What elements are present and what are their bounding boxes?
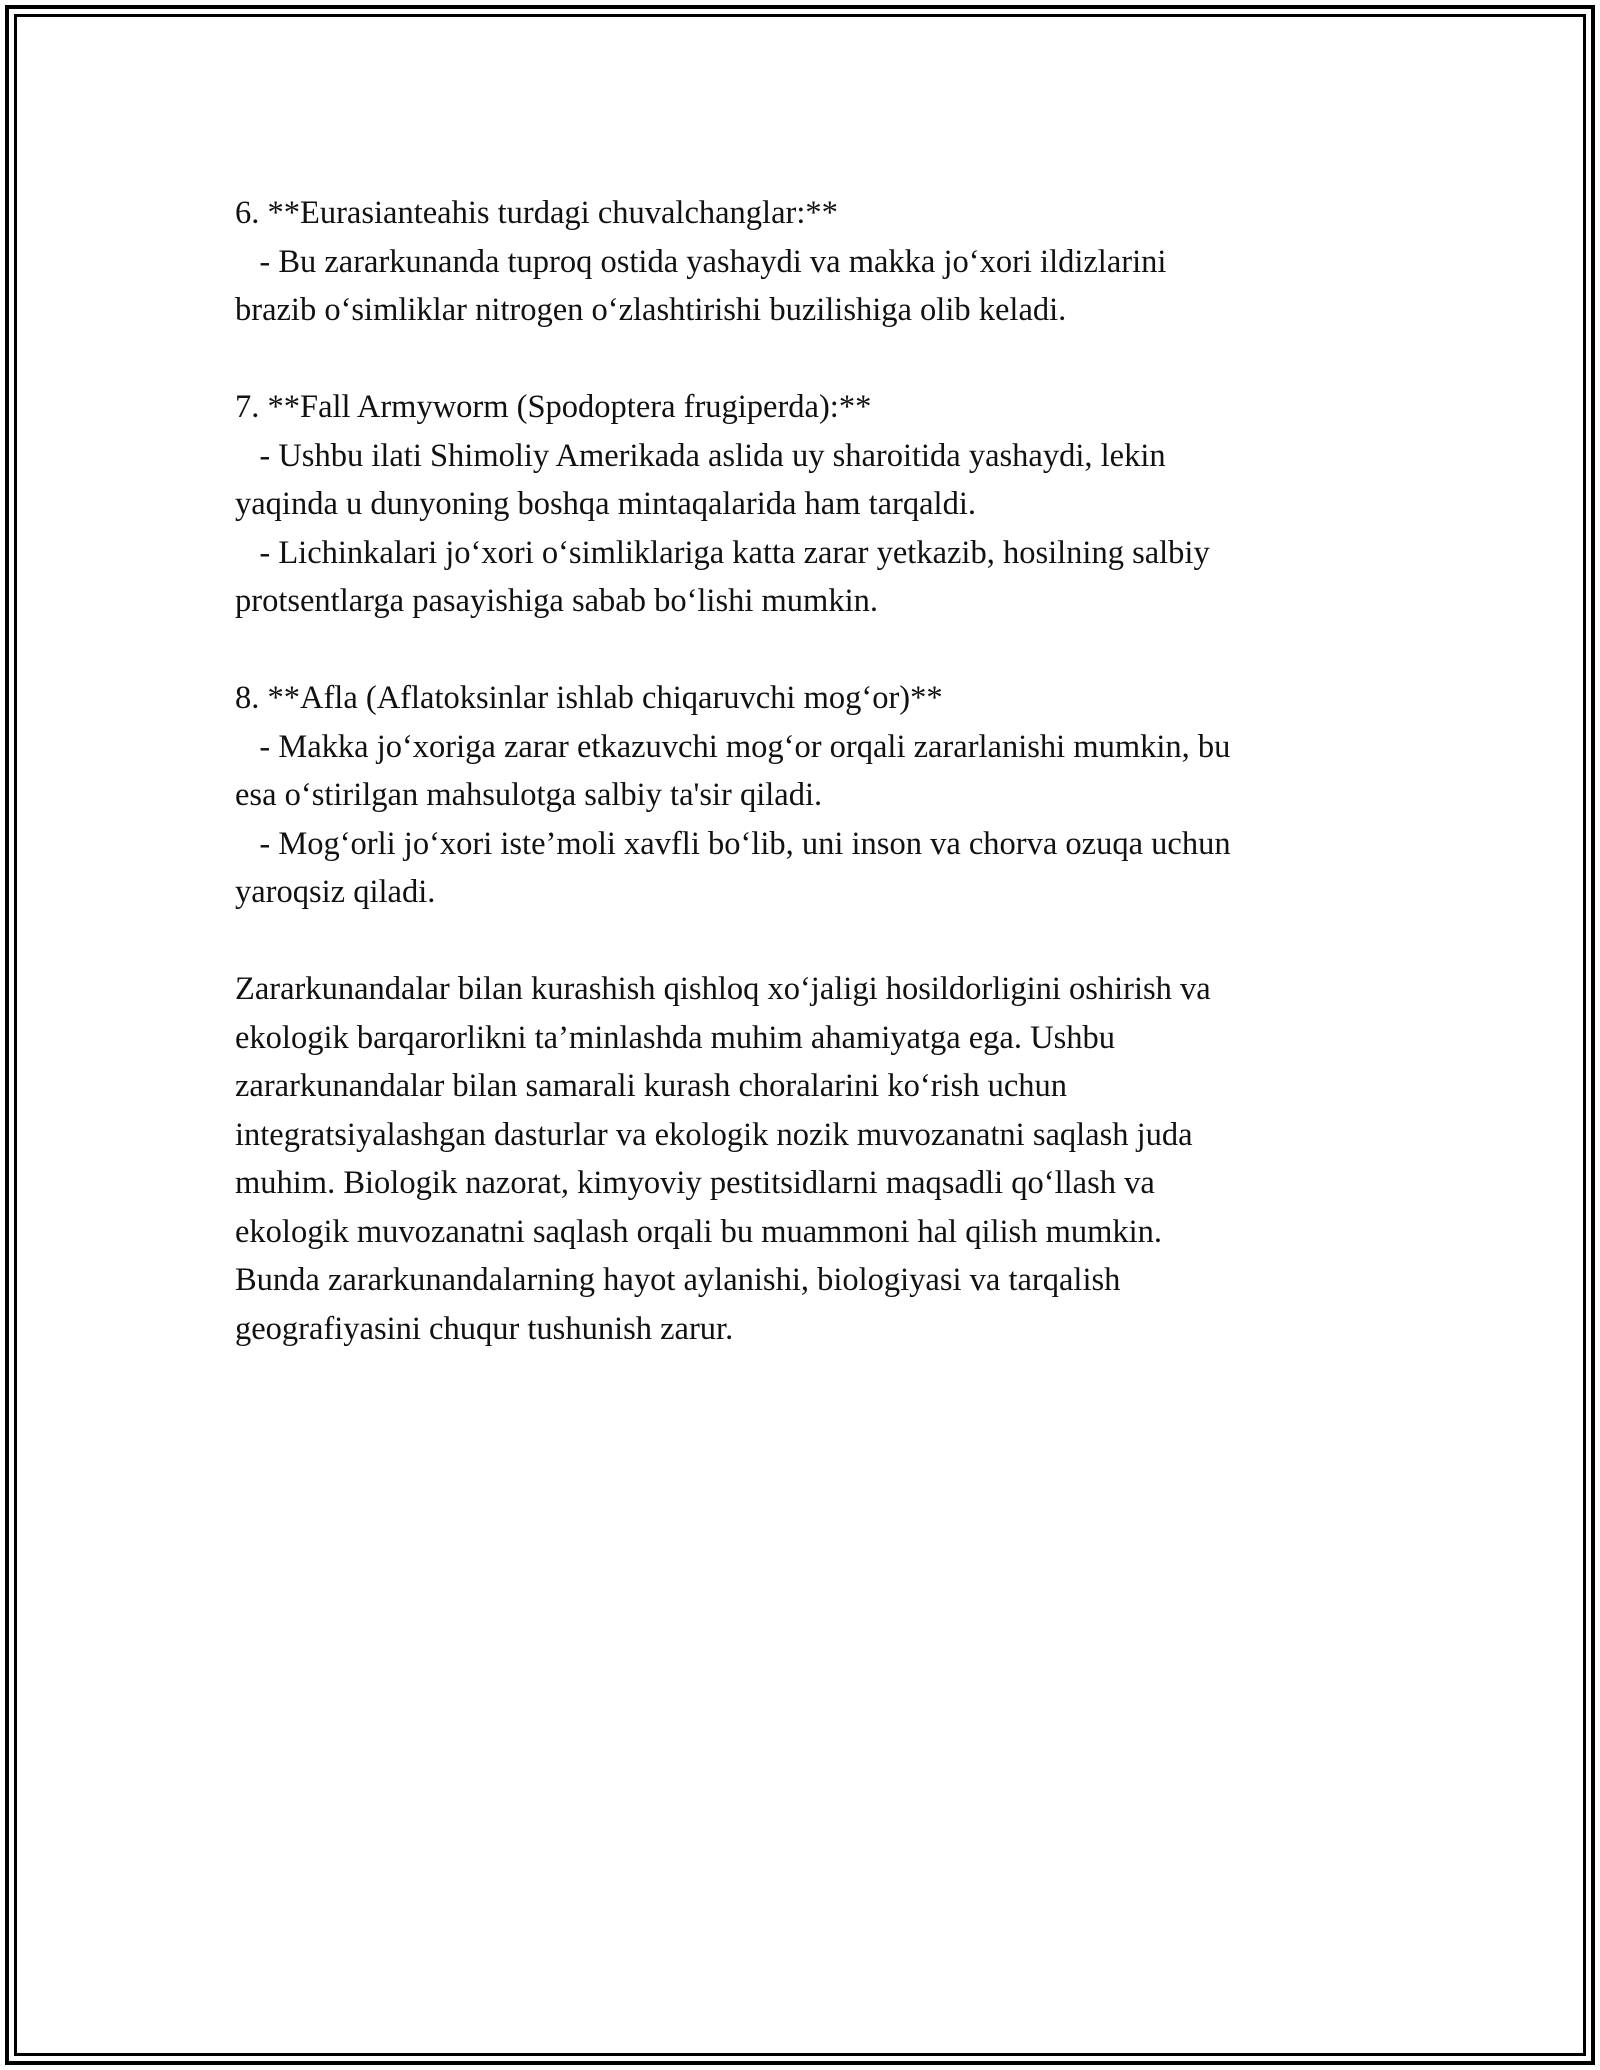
conclusion-line: Bunda zararkunandalarning hayot aylanishi, biologiyasi va tarqalish (235, 1262, 1121, 1298)
conclusion-line: ekologik muvozanatni saqlash orqali bu muammoni hal qilish mumkin. (235, 1213, 1163, 1250)
conclusion-line: muhim. Biologik nazorat, kimyoviy pestitsidlarni maqsadli qo‘llash va (235, 1165, 1155, 1201)
bullet-line: protsentlarga pasayishiga sabab bo‘lishi mumkin. (235, 583, 878, 619)
section-heading: 7. **Fall Armyworm (Spodoptera frugiperda):** (235, 389, 872, 425)
conclusion-line: Zararkunandalar bilan kurashish qishloq xo‘jaligi hosildorligini oshirish va (235, 971, 1211, 1007)
paragraph-gap (235, 917, 1370, 966)
bullet-line: - Lichinkalari jo‘xori o‘simliklariga katta zarar yetkazib, hosilning salbiy (235, 534, 1210, 571)
section-heading: 8. **Afla (Aflatoksinlar ishlab chiqaruvchi mog‘or)** (235, 680, 943, 716)
conclusion-line: integratsiyalashgan dasturlar va ekologik nozik muvozanatni saqlash juda (235, 1116, 1193, 1153)
bullet-line: - Bu zararkunanda tuproq ostida yashaydi va makka jo‘xori ildizlarini (235, 243, 1167, 280)
section-heading: 6. **Eurasianteahis turdagi chuvalchanglar:** (235, 195, 838, 231)
bullet-line: esa o‘stirilgan mahsulotga salbiy ta'sir qiladi. (235, 777, 823, 813)
conclusion-line: zararkunandalar bilan samarali kurash choralarini ko‘rish uchun (235, 1068, 1068, 1104)
bullet-line: yaroqsiz qiladi. (235, 874, 436, 910)
bullet-line: - Makka jo‘xoriga zarar etkazuvchi mog‘or orqali zararlanishi mumkin, bu (235, 728, 1231, 765)
bullet-line: brazib o‘simliklar nitrogen o‘zlashtirishi buzilishiga olib keladi. (235, 292, 1067, 328)
bullet-line: yaqinda u dunyoning boshqa mintaqalarida ham tarqaldi. (235, 486, 976, 522)
bullet-line: - Mog‘orli jo‘xori iste’moli xavfli bo‘lib, uni inson va chorva ozuqa uchun (235, 825, 1231, 862)
bullet-line: - Ushbu ilati Shimoliy Amerikada aslida uy sharoitida yashaydi, lekin (235, 437, 1166, 474)
section-6 (235, 189, 1370, 335)
conclusion-line: geografiyasini chuqur tushunish zarur. (235, 1310, 734, 1347)
paragraph-gap (235, 626, 1370, 675)
conclusion-line: ekologik barqarorlikni ta’minlashda muhim ahamiyatga ega. Ushbu (235, 1019, 1115, 1056)
conclusion-paragraph (235, 965, 1370, 1353)
document-body (235, 189, 1370, 1353)
paragraph-gap (235, 335, 1370, 384)
section-7 (235, 383, 1370, 626)
section-8 (235, 674, 1370, 917)
